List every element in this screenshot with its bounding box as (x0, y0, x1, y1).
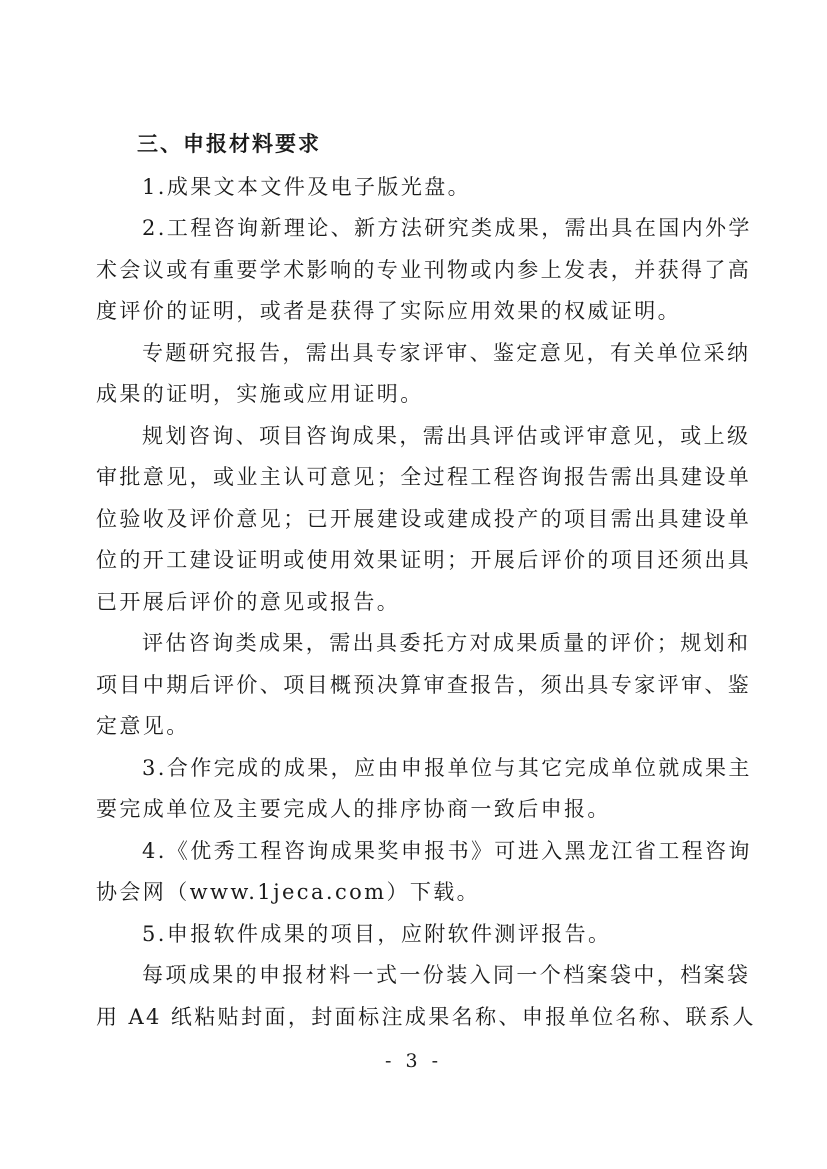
section-heading: 三、申报材料要求 (137, 132, 321, 156)
paragraph-line: 规划咨询、项目咨询成果，需出具评估或评审意见，或上级 (142, 424, 751, 448)
paragraph-line: 3.合作完成的成果，应由申报单位与其它完成单位就成果主 (142, 756, 752, 780)
paragraph-line: 5.申报软件成果的项目，应附软件测评报告。 (142, 922, 612, 946)
paragraph-line: 协会网（www.1jeca.com）下载。 (96, 880, 481, 904)
paragraph-line: 4.《优秀工程咨询成果奖申报书》可进入黑龙江省工程咨询 (142, 839, 752, 863)
paragraph-line: 定意见。 (96, 714, 190, 738)
paragraph-line: 项目中期后评价、项目概预决算审查报告，须出具专家评审、鉴 (96, 673, 752, 697)
paragraph-line: 每项成果的申报材料一式一份装入同一个档案袋中，档案袋 (142, 963, 751, 987)
paragraph-line: 要完成单位及主要完成人的排序协商一致后申报。 (96, 797, 611, 821)
paragraph-line: 度评价的证明，或者是获得了实际应用效果的权威证明。 (96, 299, 681, 323)
paragraph-line: 用 A4 纸粘贴封面，封面标注成果名称、申报单位名称、联系人 (96, 1005, 756, 1029)
paragraph-line: 2.工程咨询新理论、新方法研究类成果，需出具在国内外学 (142, 216, 752, 240)
paragraph-line: 专题研究报告，需出具专家评审、鉴定意见，有关单位采纳 (142, 341, 751, 365)
paragraph-line: 1.成果文本文件及电子版光盘。 (142, 175, 472, 199)
paragraph-line: 评估咨询类成果，需出具委托方对成果质量的评价；规划和 (142, 631, 751, 655)
page-number: - 3 - (384, 1050, 442, 1072)
paragraph-line: 已开展后评价的意见或报告。 (96, 590, 401, 614)
paragraph-line: 位的开工建设证明或使用效果证明；开展后评价的项目还须出具 (96, 548, 752, 572)
paragraph-line: 成果的证明，实施或应用证明。 (96, 382, 424, 406)
paragraph-line: 位验收及评价意见；已开展建设或建成投产的项目需出具建设单 (96, 507, 752, 531)
paragraph-line: 审批意见，或业主认可意见；全过程工程咨询报告需出具建设单 (96, 465, 752, 489)
paragraph-line: 术会议或有重要学术影响的专业刊物或内参上发表，并获得了高 (96, 258, 752, 282)
